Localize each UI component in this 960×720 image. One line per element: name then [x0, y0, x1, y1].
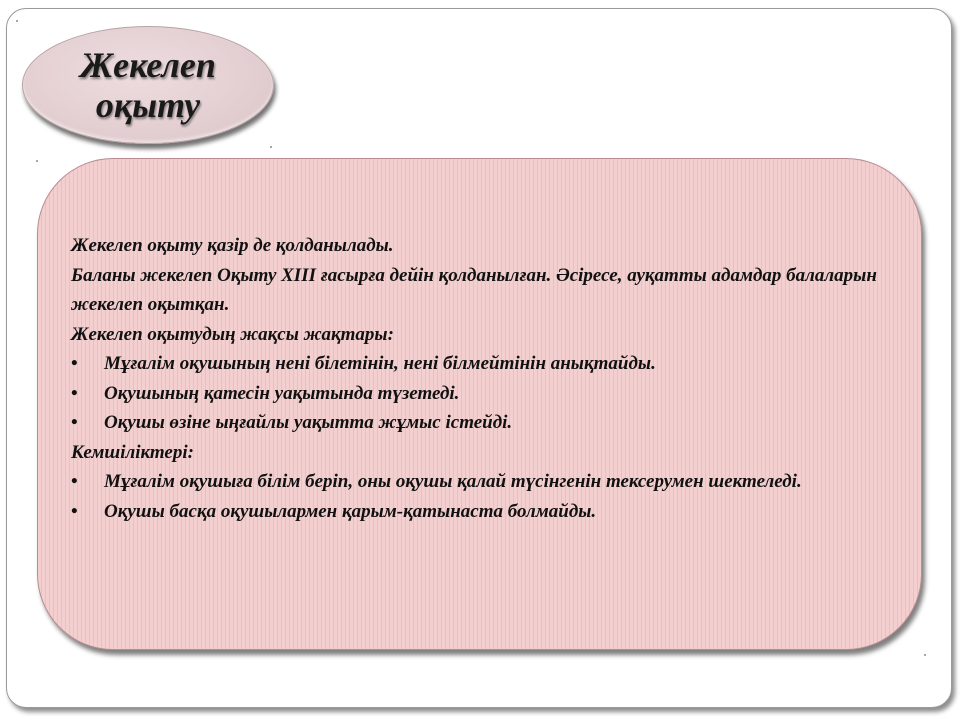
disadvantages-heading: Кемшіліктері:	[71, 441, 194, 463]
title-oval	[22, 26, 274, 144]
bullet-icon: •	[71, 500, 78, 522]
decor-dot	[924, 654, 926, 656]
decor-dot	[270, 146, 272, 148]
slide-title-line1: Жекелеп	[80, 45, 216, 85]
slide-title-line2: оқыту	[95, 85, 201, 125]
advantage-text: Оқушының қатесін уақытында түзетеді.	[104, 382, 460, 404]
advantage-item	[71, 379, 901, 409]
history-paragraph: Баланы жекелеп Оқыту XIII ғасырға дейін қолданылған. Әсіресе, ауқатты адамдар балаларын жекелеп оқытқан.	[71, 264, 877, 315]
disadvantage-item	[71, 497, 901, 527]
disadvantage-text: Мұғалім оқушыға білім беріп, оны оқушы қалай түсінгенін тексерумен шектеледі.	[104, 471, 802, 492]
decor-dot	[36, 160, 38, 162]
advantage-item	[71, 349, 901, 379]
disadvantage-item	[71, 467, 901, 497]
bullet-icon: •	[71, 471, 78, 492]
advantage-item	[71, 408, 901, 438]
advantages-heading: Жекелеп оқытудың жақсы жақтары:	[71, 323, 394, 345]
decor-dot	[16, 20, 18, 22]
advantage-text: Оқушы өзіне ыңғайлы уақытта жұмыс істейді.	[104, 412, 513, 433]
bullet-icon: •	[71, 382, 78, 404]
slide-title	[48, 45, 248, 125]
bullet-icon: •	[71, 412, 78, 433]
disadvantage-text: Оқушы басқа оқушылармен қарым-қатынаста болмайды.	[104, 500, 597, 522]
intro-line: Жекелеп оқыту қазір де қолданылады.	[71, 235, 394, 256]
content-box	[37, 158, 922, 650]
advantage-text: Мұғалім оқушының нені білетінін, нені білмейтінін анықтайды.	[104, 353, 656, 374]
bullet-icon: •	[71, 353, 78, 374]
content-text	[71, 231, 901, 526]
